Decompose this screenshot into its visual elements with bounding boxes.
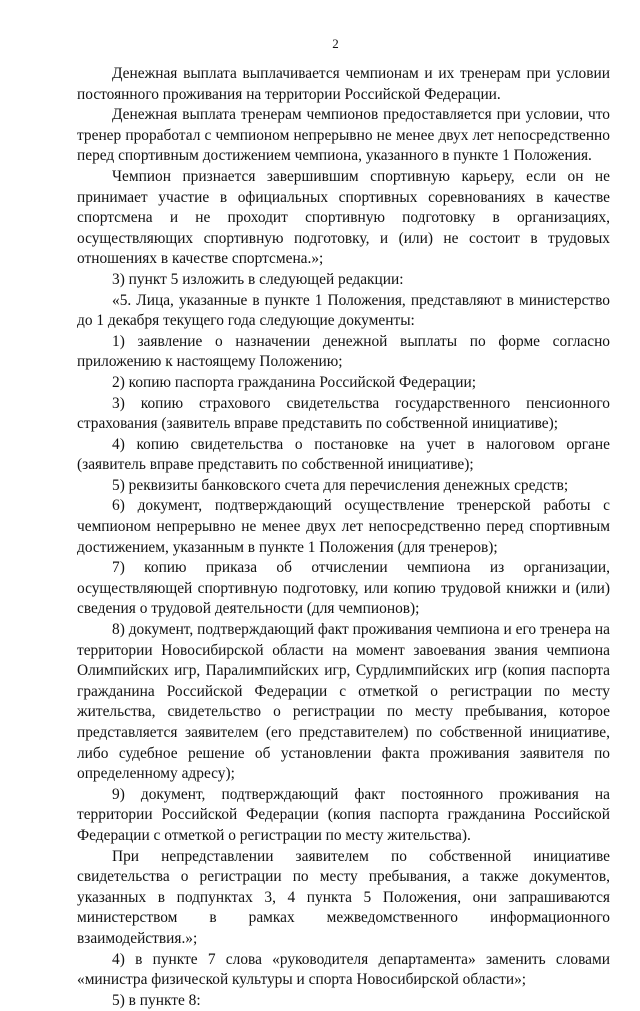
list-item: 4) копию свидетельства о постановке на учет в налоговом органе (заявитель вправе представить по собственной инициативе); [77,435,610,474]
list-item: 9) документ, подтверждающий факт постоянного проживания на территории Российской Федерации (копия паспорта гражданина Российской Федерации с отметкой о регистрации по месту жительства). [77,785,610,844]
list-item: 1) заявление о назначении денежной выплаты по форме согласно приложению к настоящему Положению; [77,332,610,371]
paragraph: При непредставлении заявителем по собственной инициативе свидетельства о регистрации по месту пребывания, а также документов, указанных в подпунктах 3, 4 пункта 5 Положения, они запрашиваются министерством в рамках межведомственного информационного взаимодействия.»; [77,847,610,947]
document-body [77,64,610,1011]
list-item: 2) копию паспорта гражданина Российской Федерации; [112,373,476,391]
page-number: 2 [332,36,339,51]
paragraph: Чемпион признается завершившим спортивную карьеру, если он не принимает участие в официальных спортивных соревнованиях в качестве спортсмена и не проходит спортивную подготовку в организациях, осуществляющих спортивную подготовку, и (или) не состоит в трудовых отношениях в качестве спортсмена.»; [77,167,610,268]
list-item: 3) копию страхового свидетельства государственного пенсионного страхования (заявитель вправе представить по собственной инициативе); [77,394,610,433]
list-item: 8) документ, подтверждающий факт проживания чемпиона и его тренера на территории Новосибирской области на момент завоевания звания чемпиона Олимпийских игр, Паралимпийских игр, Сурдлимпийских игр (копия паспорта гражданина Российской Федерации с отметкой о регистрации по месту жительства, свидетельство о регистрации по месту пребывания, которое представляется заявителем (его представителем) по собственной инициативе, либо судебное решение об установлении факта проживания заявителя по определенному адресу); [77,621,610,783]
list-item: 5) реквизиты банковского счета для перечисления денежных средств; [112,476,569,494]
paragraph: Денежная выплата выплачивается чемпионам и их тренерам при условии постоянного проживания на территории Российской Федерации. [77,65,610,103]
paragraph: «5. Лица, указанные в пункте 1 Положения, представляют в министерство до 1 декабря текущего года следующие документы: [77,291,610,330]
paragraph: 4) в пункте 7 слова «руководителя департамента» заменить словами «министра физической культуры и спорта Новосибирской области»; [77,950,610,989]
list-item: 6) документ, подтверждающий осуществление тренерской работы с чемпионом непрерывно не менее двух лет непосредственно перед спортивным достижением, указанным в пункте 1 Положения (для тренеров); [77,497,610,556]
document-page [77,36,610,1011]
paragraph: 3) пункт 5 изложить в следующей редакции: [112,270,404,288]
list-item: 7) копию приказа об отчислении чемпиона из организации, осуществляющей спортивную подготовку, или копию трудовой книжки и (или) сведения о трудовой деятельности (для чемпионов); [77,559,610,618]
paragraph: 5) в пункте 8: [112,991,201,1009]
paragraph: Денежная выплата тренерам чемпионов предоставляется при условии, что тренер проработал с чемпионом непрерывно не менее двух лет непосредственно перед спортивным достижением чемпиона, указанного в пункте 1 Положения. [77,106,610,165]
